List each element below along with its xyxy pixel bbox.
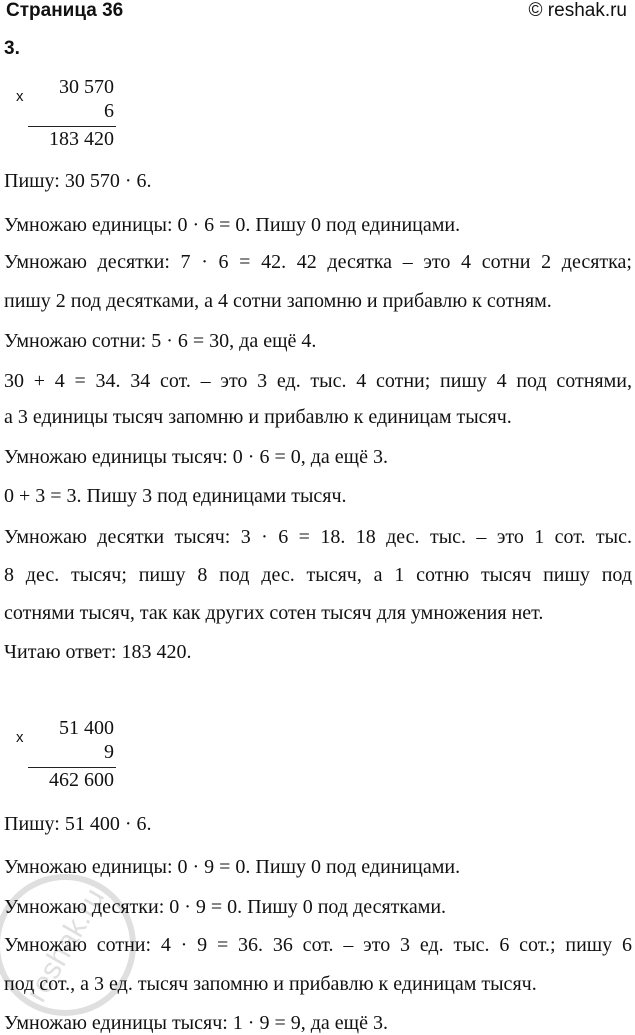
watermark-text: reshak.ru	[19, 882, 111, 1008]
result-line	[28, 767, 116, 768]
solution-line: а 3 единицы тысяч запомню и прибавлю к единицам тысяч.	[4, 406, 512, 428]
solution-line: под сот., а 3 ед. тысяч запомню и прибавлю к единицам тысяч.	[4, 973, 537, 995]
watermark-logo	[0, 860, 140, 1030]
solution-line: Умножаю сотни: 5 · 6 = 30, да ещё 4.	[4, 330, 317, 352]
column-multiplication-1	[0, 76, 130, 156]
multiplier: 9	[104, 741, 114, 763]
multiply-sign: x	[16, 88, 24, 105]
multiplicand: 30 570	[59, 76, 114, 98]
answer-line: Читаю ответ: 183 420.	[4, 641, 192, 663]
solution-line: 30 + 4 = 34. 34 сот. – это 3 ед. тыс. 4 сотни; пишу 4 под сотнями,	[4, 370, 632, 392]
site-credit[interactable]: © reshak.ru	[528, 0, 627, 21]
solution-line: Умножаю десятки тысяч: 3 · 6 = 18. 18 дес. тыс. – это 1 сот. тыс.	[4, 526, 632, 548]
multiply-sign: x	[16, 729, 24, 746]
task-number: 3.	[4, 38, 20, 59]
product: 183 420	[49, 128, 114, 150]
solution-line: Пишу: 51 400 · 6.	[4, 813, 152, 835]
solution-line: Умножаю единицы тысяч: 1 · 9 = 9, да ещё 3.	[4, 1012, 388, 1034]
solution-line: 0 + 3 = 3. Пишу 3 под единицами тысяч.	[4, 485, 347, 507]
solution-line: 8 дес. тысяч; пишу 8 под дес. тысяч, а 1 сотню тысяч пишу под	[4, 564, 632, 586]
column-multiplication-2	[0, 717, 130, 797]
solution-line: Умножаю десятки: 7 · 6 = 42. 42 десятка – это 4 сотни 2 десятка;	[4, 251, 632, 273]
multiplier: 6	[104, 100, 114, 122]
product: 462 600	[49, 769, 114, 791]
solution-line: Пишу: 30 570 · 6.	[4, 170, 152, 192]
solution-line: Умножаю сотни: 4 · 9 = 36. 36 сот. – это 3 ед. тыс. 6 сот.; пишу 6	[4, 934, 632, 956]
solution-line: Умножаю единицы: 0 · 9 = 0. Пишу 0 под единицами.	[4, 856, 461, 878]
page-title: Страница 36	[6, 0, 124, 21]
solution-line: сотнями тысяч, так как других сотен тысяч для умножения нет.	[4, 602, 544, 624]
multiplicand: 51 400	[59, 717, 114, 739]
solution-line: пишу 2 под десятками, а 4 сотни запомню и прибавлю к сотням.	[4, 290, 552, 312]
result-line	[28, 126, 116, 127]
solution-line: Умножаю десятки: 0 · 9 = 0. Пишу 0 под десятками.	[4, 896, 447, 918]
solution-line: Умножаю единицы: 0 · 6 = 0. Пишу 0 под единицами.	[4, 214, 461, 236]
solution-line: Умножаю единицы тысяч: 0 · 6 = 0, да ещё 3.	[4, 446, 388, 468]
